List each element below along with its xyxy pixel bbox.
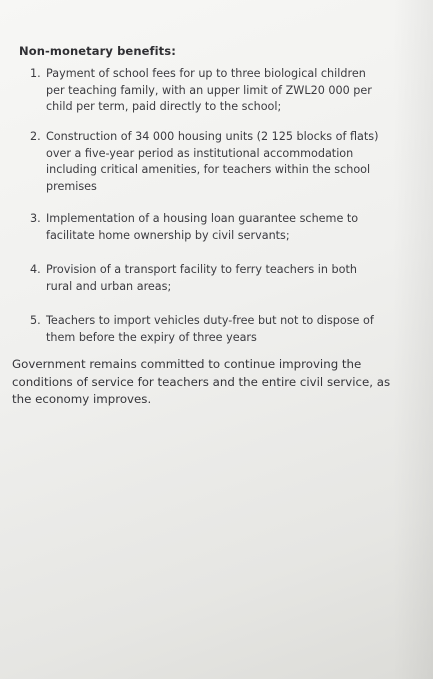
list-item-line: Implementation of a housing loan guarantee scheme to — [46, 212, 359, 225]
list-item-text — [46, 129, 400, 195]
list-item-line: Provision of a transport facility to ferry teachers in both — [46, 263, 357, 276]
list-item-line: Teachers to import vehicles duty-free but not to dispose of — [46, 314, 374, 327]
closing-paragraph — [12, 356, 404, 409]
list-item-line: including critical amenities, for teachers within the school — [46, 163, 371, 176]
list-item-line: over a five-year period as institutional accommodation — [46, 146, 354, 160]
list-item-text — [46, 211, 400, 244]
list-item-4 — [30, 262, 400, 295]
list-item-text — [46, 66, 400, 116]
list-item-2 — [30, 129, 400, 195]
section-heading: Non-monetary benefits: — [19, 44, 176, 58]
list-item-number: 2. — [30, 130, 41, 143]
list-item-line: them before the expiry of three years — [46, 330, 257, 344]
closing-line: Government remains committed to continue improving the — [12, 357, 362, 371]
closing-line: the economy improves. — [12, 392, 152, 406]
list-item-text — [46, 313, 400, 346]
list-item-line: child per term, paid directly to the school; — [46, 100, 282, 113]
closing-line: conditions of service for teachers and the entire civil service, as — [12, 374, 391, 389]
list-item-line: premises — [46, 179, 97, 193]
list-item-5 — [30, 313, 400, 346]
list-item-text — [46, 262, 400, 295]
list-item-line: facilitate home ownership by civil servants; — [46, 228, 290, 242]
list-item-1 — [30, 66, 400, 116]
list-item-number: 3. — [30, 212, 41, 225]
list-item-3 — [30, 211, 400, 244]
list-item-line: rural and urban areas; — [46, 279, 172, 293]
list-item-line: Payment of school fees for up to three biological children — [46, 67, 366, 80]
list-item-number: 1. — [30, 67, 41, 80]
list-item-number: 4. — [30, 263, 41, 276]
list-item-line: per teaching family, with an upper limit of ZWL20 000 per — [46, 83, 372, 97]
list-item-number: 5. — [30, 314, 41, 327]
list-item-line: Construction of 34 000 housing units (2 125 blocks of flats) — [46, 130, 379, 143]
